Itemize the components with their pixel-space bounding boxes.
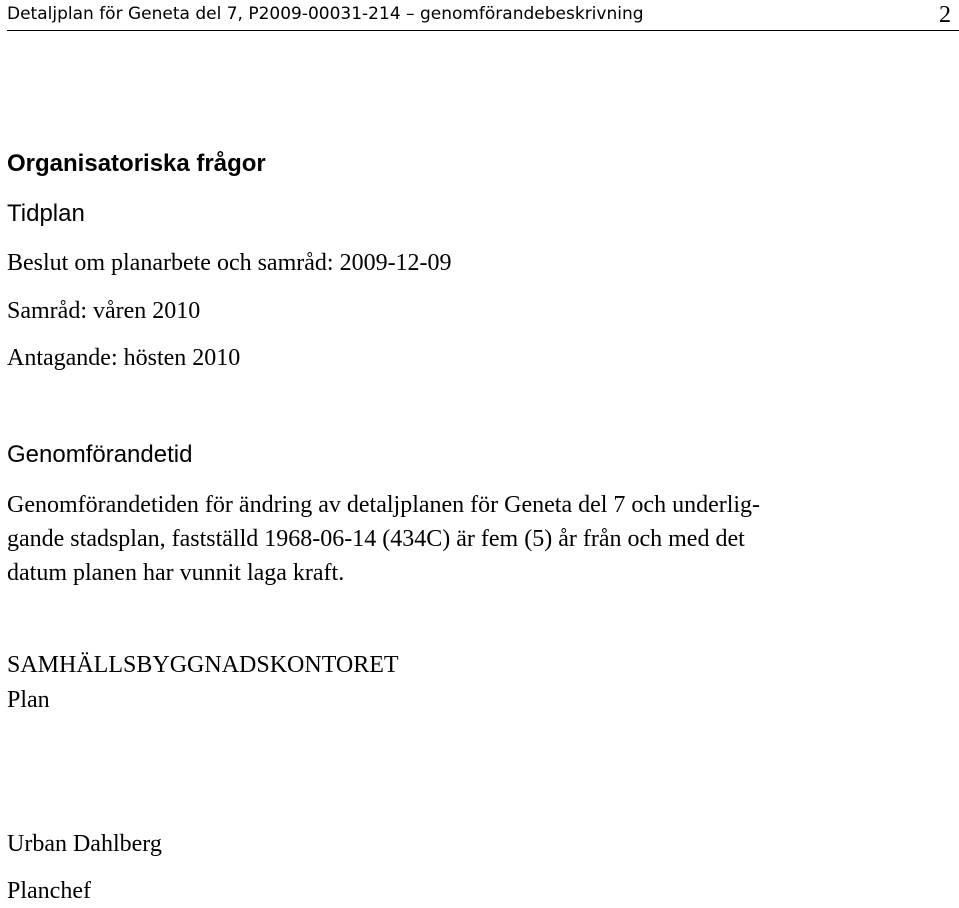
genomforandetid-paragraph	[7, 488, 947, 590]
signatory-title: Planchef	[7, 878, 91, 904]
paragraph-line: datum planen har vunnit laga kraft.	[7, 560, 345, 586]
tidplan-item-adoption: Antagande: hösten 2010	[7, 345, 241, 371]
paragraph-line: gande stadsplan, fastställd 1968-06-14 (434C) är fem (5) år från och med det	[7, 526, 745, 552]
signatory-name: Urban Dahlberg	[7, 831, 162, 857]
paragraph-line: Genomförandetiden för ändring av detaljplanen för Geneta del 7 och underlig-	[7, 492, 761, 518]
page-header	[7, 2, 959, 31]
office-name: SAMHÄLLSBYGGNADSKONTORET	[7, 652, 399, 678]
tidplan-heading: Tidplan	[7, 200, 85, 227]
office-unit: Plan	[7, 687, 50, 713]
page-number: 2	[939, 2, 951, 28]
tidplan-item-decision: Beslut om planarbete och samråd: 2009-12-09	[7, 250, 452, 276]
tidplan-item-consultation: Samråd: våren 2010	[7, 298, 201, 324]
header-title: Detaljplan för Geneta del 7, P2009-00031-214 – genomförandebeskrivning	[7, 4, 644, 24]
section-heading: Organisatoriska frågor	[7, 150, 266, 177]
genomforandetid-heading: Genomförandetid	[7, 441, 193, 468]
